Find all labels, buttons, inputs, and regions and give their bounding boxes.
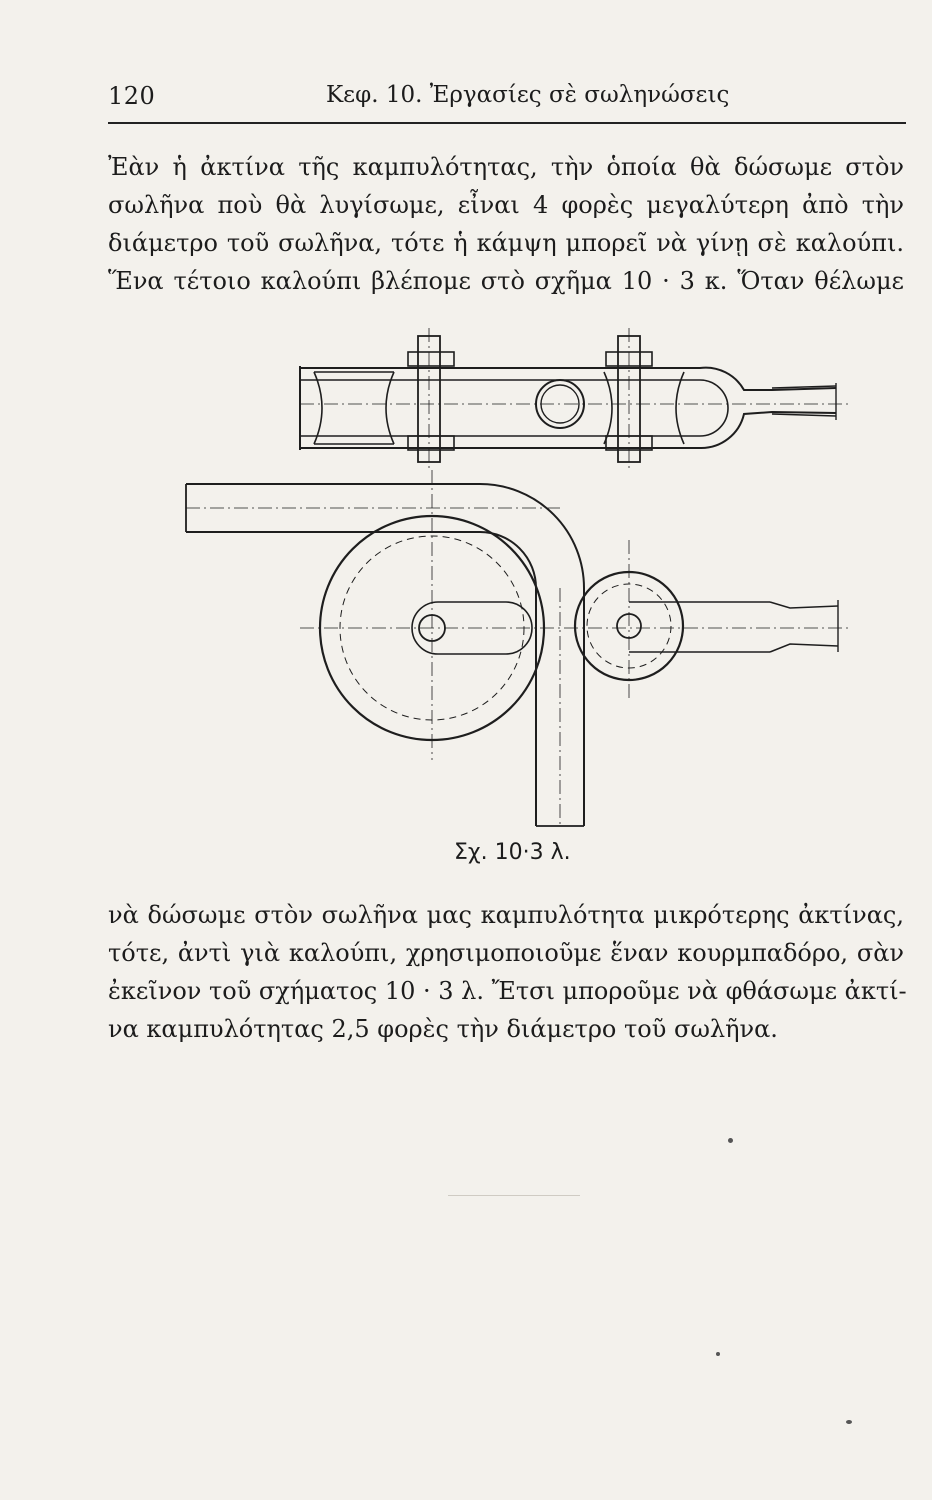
ink-speck xyxy=(846,1420,852,1424)
pipe-bender-drawing xyxy=(180,325,860,835)
page-header xyxy=(108,78,898,118)
top-view xyxy=(300,328,850,470)
show-through-rule xyxy=(448,1195,580,1196)
paragraph-1-line-2: σωλῆνα ποὺ θὰ λυγίσωμε, εἶναι 4 φορὲς μεγαλύτερη ἀπὸ τὴν xyxy=(108,191,904,219)
former-groove xyxy=(314,372,322,444)
paragraph-1 xyxy=(108,148,904,300)
paragraph-2-line-3: ἐκεῖνον τοῦ σχήματος 10 · 3 λ. Ἔτσι μποροῦμε νὰ φθάσωμε ἀκτί- xyxy=(108,977,907,1005)
paragraph-2-line-1: νὰ δώσωμε στὸν σωλῆνα μας καμπυλότητα μικρότερης ἀκτίνας, xyxy=(108,901,904,929)
paragraph-2 xyxy=(108,896,907,1048)
bent-pipe-outer xyxy=(186,484,584,826)
figure-caption: Σχ. 10·3 λ. xyxy=(454,840,571,865)
bent-pipe-inner xyxy=(186,532,536,826)
paragraph-1-line-3: διάμετρο τοῦ σωλῆνα, τότε ἡ κάμψη μπορεῖ νὰ γίνῃ σὲ καλούπι. xyxy=(108,229,904,257)
page-number: 120 xyxy=(108,82,156,110)
lever-handle xyxy=(770,602,838,652)
front-view xyxy=(186,470,850,826)
frame-inner xyxy=(300,380,728,436)
paragraph-2-line-4: να καμπυλότητας 2,5 φορὲς τὴν διάμετρο τοῦ σωλῆνα. xyxy=(108,1015,778,1043)
ink-speck xyxy=(728,1138,733,1143)
paragraph-1-line-4: Ἕνα τέτοιο καλούπι βλέπομε στὸ σχῆμα 10 · 3 κ. Ὅταν θέλωμε xyxy=(108,267,904,295)
paragraph-2-line-2: τότε, ἀντὶ γιὰ καλούπι, χρησιμοποιοῦμε ἕναν κουρμπαδόρο, σὰν xyxy=(108,939,904,967)
paragraph-1-line-1: Ἐὰν ἡ ἀκτίνα τῆς καμπυλότητας, τὴν ὁποία θὰ δώσωμε στὸν xyxy=(108,153,904,181)
header-rule xyxy=(108,122,906,124)
ink-speck xyxy=(716,1352,720,1356)
running-head: Κεφ. 10. Ἐργασίες σὲ σωληνώσεις xyxy=(326,82,730,108)
handle-bottom xyxy=(772,414,836,416)
